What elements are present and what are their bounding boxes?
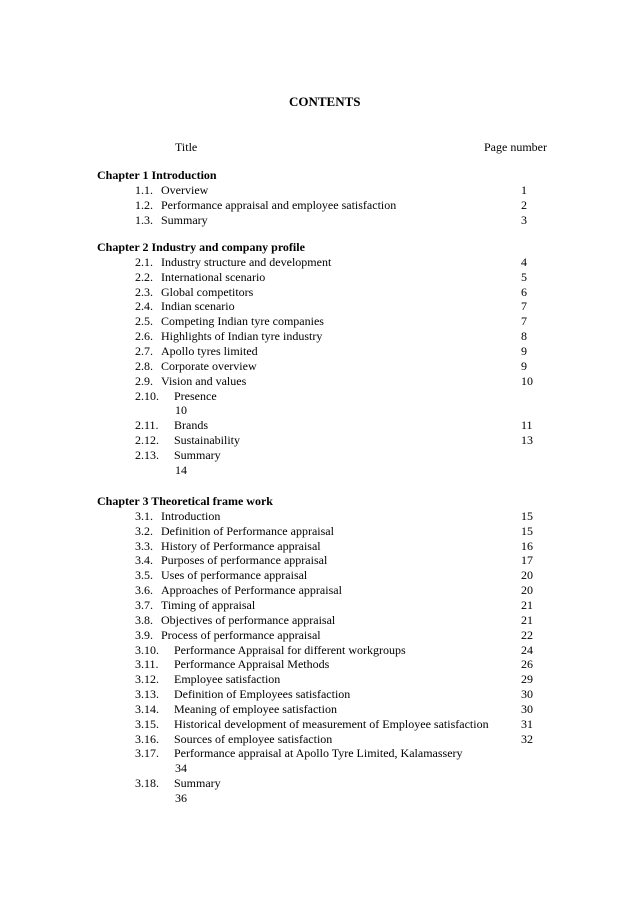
entry-number: 2.5. xyxy=(135,314,153,329)
entry-number: 3.13. xyxy=(135,687,159,702)
entry-title: Summary xyxy=(174,447,221,462)
entry-page-number: 22 xyxy=(521,627,533,642)
page-number-column-header: Page number xyxy=(484,140,547,154)
entry-title: Brands xyxy=(174,418,208,433)
entry-number: 2.3. xyxy=(135,284,153,299)
entry-title: Corporate overview xyxy=(161,358,257,373)
entry-number: 2.8. xyxy=(135,358,153,373)
entry-number: 3.4. xyxy=(135,553,153,568)
entry-title: Purposes of performance appraisal xyxy=(161,553,328,568)
entry-title: Performance Appraisal Methods xyxy=(174,657,330,672)
entry-title: Highlights of Indian tyre industry xyxy=(161,329,323,344)
entry-title: Apollo tyres limited xyxy=(161,343,258,358)
title-column-header: Title xyxy=(175,140,198,154)
entry-number: 2.11. xyxy=(135,418,159,433)
entry-title: Competing Indian tyre companies xyxy=(161,314,324,329)
entry-title: Employee satisfaction xyxy=(174,672,281,687)
entry-page-number: 36 xyxy=(175,791,187,805)
entry-page-number: 10 xyxy=(521,373,533,388)
entry-page-number: 15 xyxy=(521,523,533,538)
entry-number: 3.5. xyxy=(135,568,153,583)
entry-page-number: 31 xyxy=(521,716,533,731)
entry-page-number: 16 xyxy=(521,538,533,553)
entry-number: 3.14. xyxy=(135,701,159,716)
entry-page-number: 15 xyxy=(521,508,533,523)
entry-title: Sustainability xyxy=(174,433,240,448)
entry-title: Meaning of employee satisfaction xyxy=(174,701,337,716)
entry-number: 3.15. xyxy=(135,716,159,731)
entry-number: 2.6. xyxy=(135,329,153,344)
entry-page-number: 3 xyxy=(521,212,527,227)
entry-page-number: 5 xyxy=(521,269,527,284)
entry-number: 3.7. xyxy=(135,597,153,612)
entry-title: Uses of performance appraisal xyxy=(161,568,308,583)
entry-title: Performance Appraisal for different workgroups xyxy=(174,642,406,657)
entry-number: 3.10. xyxy=(135,642,159,657)
entry-number: 2.10. xyxy=(135,388,159,403)
entry-number: 2.2. xyxy=(135,269,153,284)
entry-number: 1.3. xyxy=(135,212,153,227)
entry-page-number: 24 xyxy=(521,642,533,657)
entry-number: 1.1. xyxy=(135,182,153,197)
entry-page-number: 8 xyxy=(521,329,527,344)
entry-number: 2.9. xyxy=(135,373,153,388)
entry-page-number: 7 xyxy=(521,299,527,314)
chapter-heading: Chapter 2 Industry and company profile xyxy=(97,240,305,254)
entry-number: 3.9. xyxy=(135,627,153,642)
entry-title: Definition of Performance appraisal xyxy=(161,523,334,538)
entry-title: History of Performance appraisal xyxy=(161,538,321,553)
entry-page-number: 9 xyxy=(521,343,527,358)
entry-page-number: 11 xyxy=(521,418,533,433)
entry-page-number: 13 xyxy=(521,433,533,448)
entry-number: 3.12. xyxy=(135,672,159,687)
entry-page-number: 2 xyxy=(521,197,527,212)
entry-title: Definition of Employees satisfaction xyxy=(174,687,351,702)
entry-number: 2.12. xyxy=(135,433,159,448)
entry-number: 2.4. xyxy=(135,299,153,314)
entry-page-number: 7 xyxy=(521,314,527,329)
entry-number: 3.6. xyxy=(135,583,153,598)
entry-page-number: 20 xyxy=(521,583,533,598)
entry-title: Sources of employee satisfaction xyxy=(174,731,333,746)
entry-number: 3.18. xyxy=(135,776,159,791)
entry-page-number: 21 xyxy=(521,612,533,627)
entry-page-number: 14 xyxy=(175,462,187,477)
entry-page-number: 26 xyxy=(521,657,533,672)
entry-number: 3.17. xyxy=(135,746,159,761)
entry-page-number: 30 xyxy=(521,687,533,702)
entry-number: 3.1. xyxy=(135,508,153,523)
entry-title: Overview xyxy=(161,182,209,197)
entry-page-number: 10 xyxy=(175,403,187,418)
entry-title: Summary xyxy=(174,776,221,791)
entry-page-number: 29 xyxy=(521,672,533,687)
entry-number: 1.2. xyxy=(135,197,153,212)
entry-number: 2.7. xyxy=(135,343,153,358)
entry-page-number: 17 xyxy=(521,553,533,568)
entry-page-number: 6 xyxy=(521,284,527,299)
entry-title: Indian scenario xyxy=(161,299,235,314)
entry-title: Presence xyxy=(174,388,217,403)
entry-page-number: 4 xyxy=(521,254,527,269)
entry-title: Industry structure and development xyxy=(161,254,332,269)
entry-title: Vision and values xyxy=(161,373,247,388)
entry-number: 2.13. xyxy=(135,447,159,462)
entry-title: Performance appraisal at Apollo Tyre Limited, Kalamassery xyxy=(174,746,463,761)
entry-title: Introduction xyxy=(161,508,221,523)
entry-page-number: 21 xyxy=(521,597,533,612)
chapter-heading: Chapter 3 Theoretical frame work xyxy=(97,494,273,508)
entry-page-number: 32 xyxy=(521,731,533,746)
entry-page-number: 30 xyxy=(521,701,533,716)
entry-title: Objectives of performance appraisal xyxy=(161,612,336,627)
chapter-heading: Chapter 1 Introduction xyxy=(97,168,217,182)
page-title: CONTENTS xyxy=(289,94,361,109)
entry-page-number: 9 xyxy=(521,358,527,373)
entry-number: 3.16. xyxy=(135,731,159,746)
entry-number: 3.11. xyxy=(135,657,159,672)
entry-page-number: 34 xyxy=(175,761,187,776)
entry-number: 3.3. xyxy=(135,538,153,553)
entry-title: International scenario xyxy=(161,269,266,284)
entry-number: 3.8. xyxy=(135,612,153,627)
entry-title: Process of performance appraisal xyxy=(161,627,321,642)
entry-page-number: 1 xyxy=(521,182,527,197)
entry-title: Global competitors xyxy=(161,284,254,299)
entry-title: Timing of appraisal xyxy=(161,597,256,612)
entry-title: Approaches of Performance appraisal xyxy=(161,583,342,598)
entry-number: 2.1. xyxy=(135,254,153,269)
entry-title: Performance appraisal and employee satisfaction xyxy=(161,197,397,212)
entry-title: Historical development of measurement of Employee satisfaction xyxy=(174,716,489,731)
entry-title: Summary xyxy=(161,212,208,227)
entry-page-number: 20 xyxy=(521,568,533,583)
entry-number: 3.2. xyxy=(135,523,153,538)
